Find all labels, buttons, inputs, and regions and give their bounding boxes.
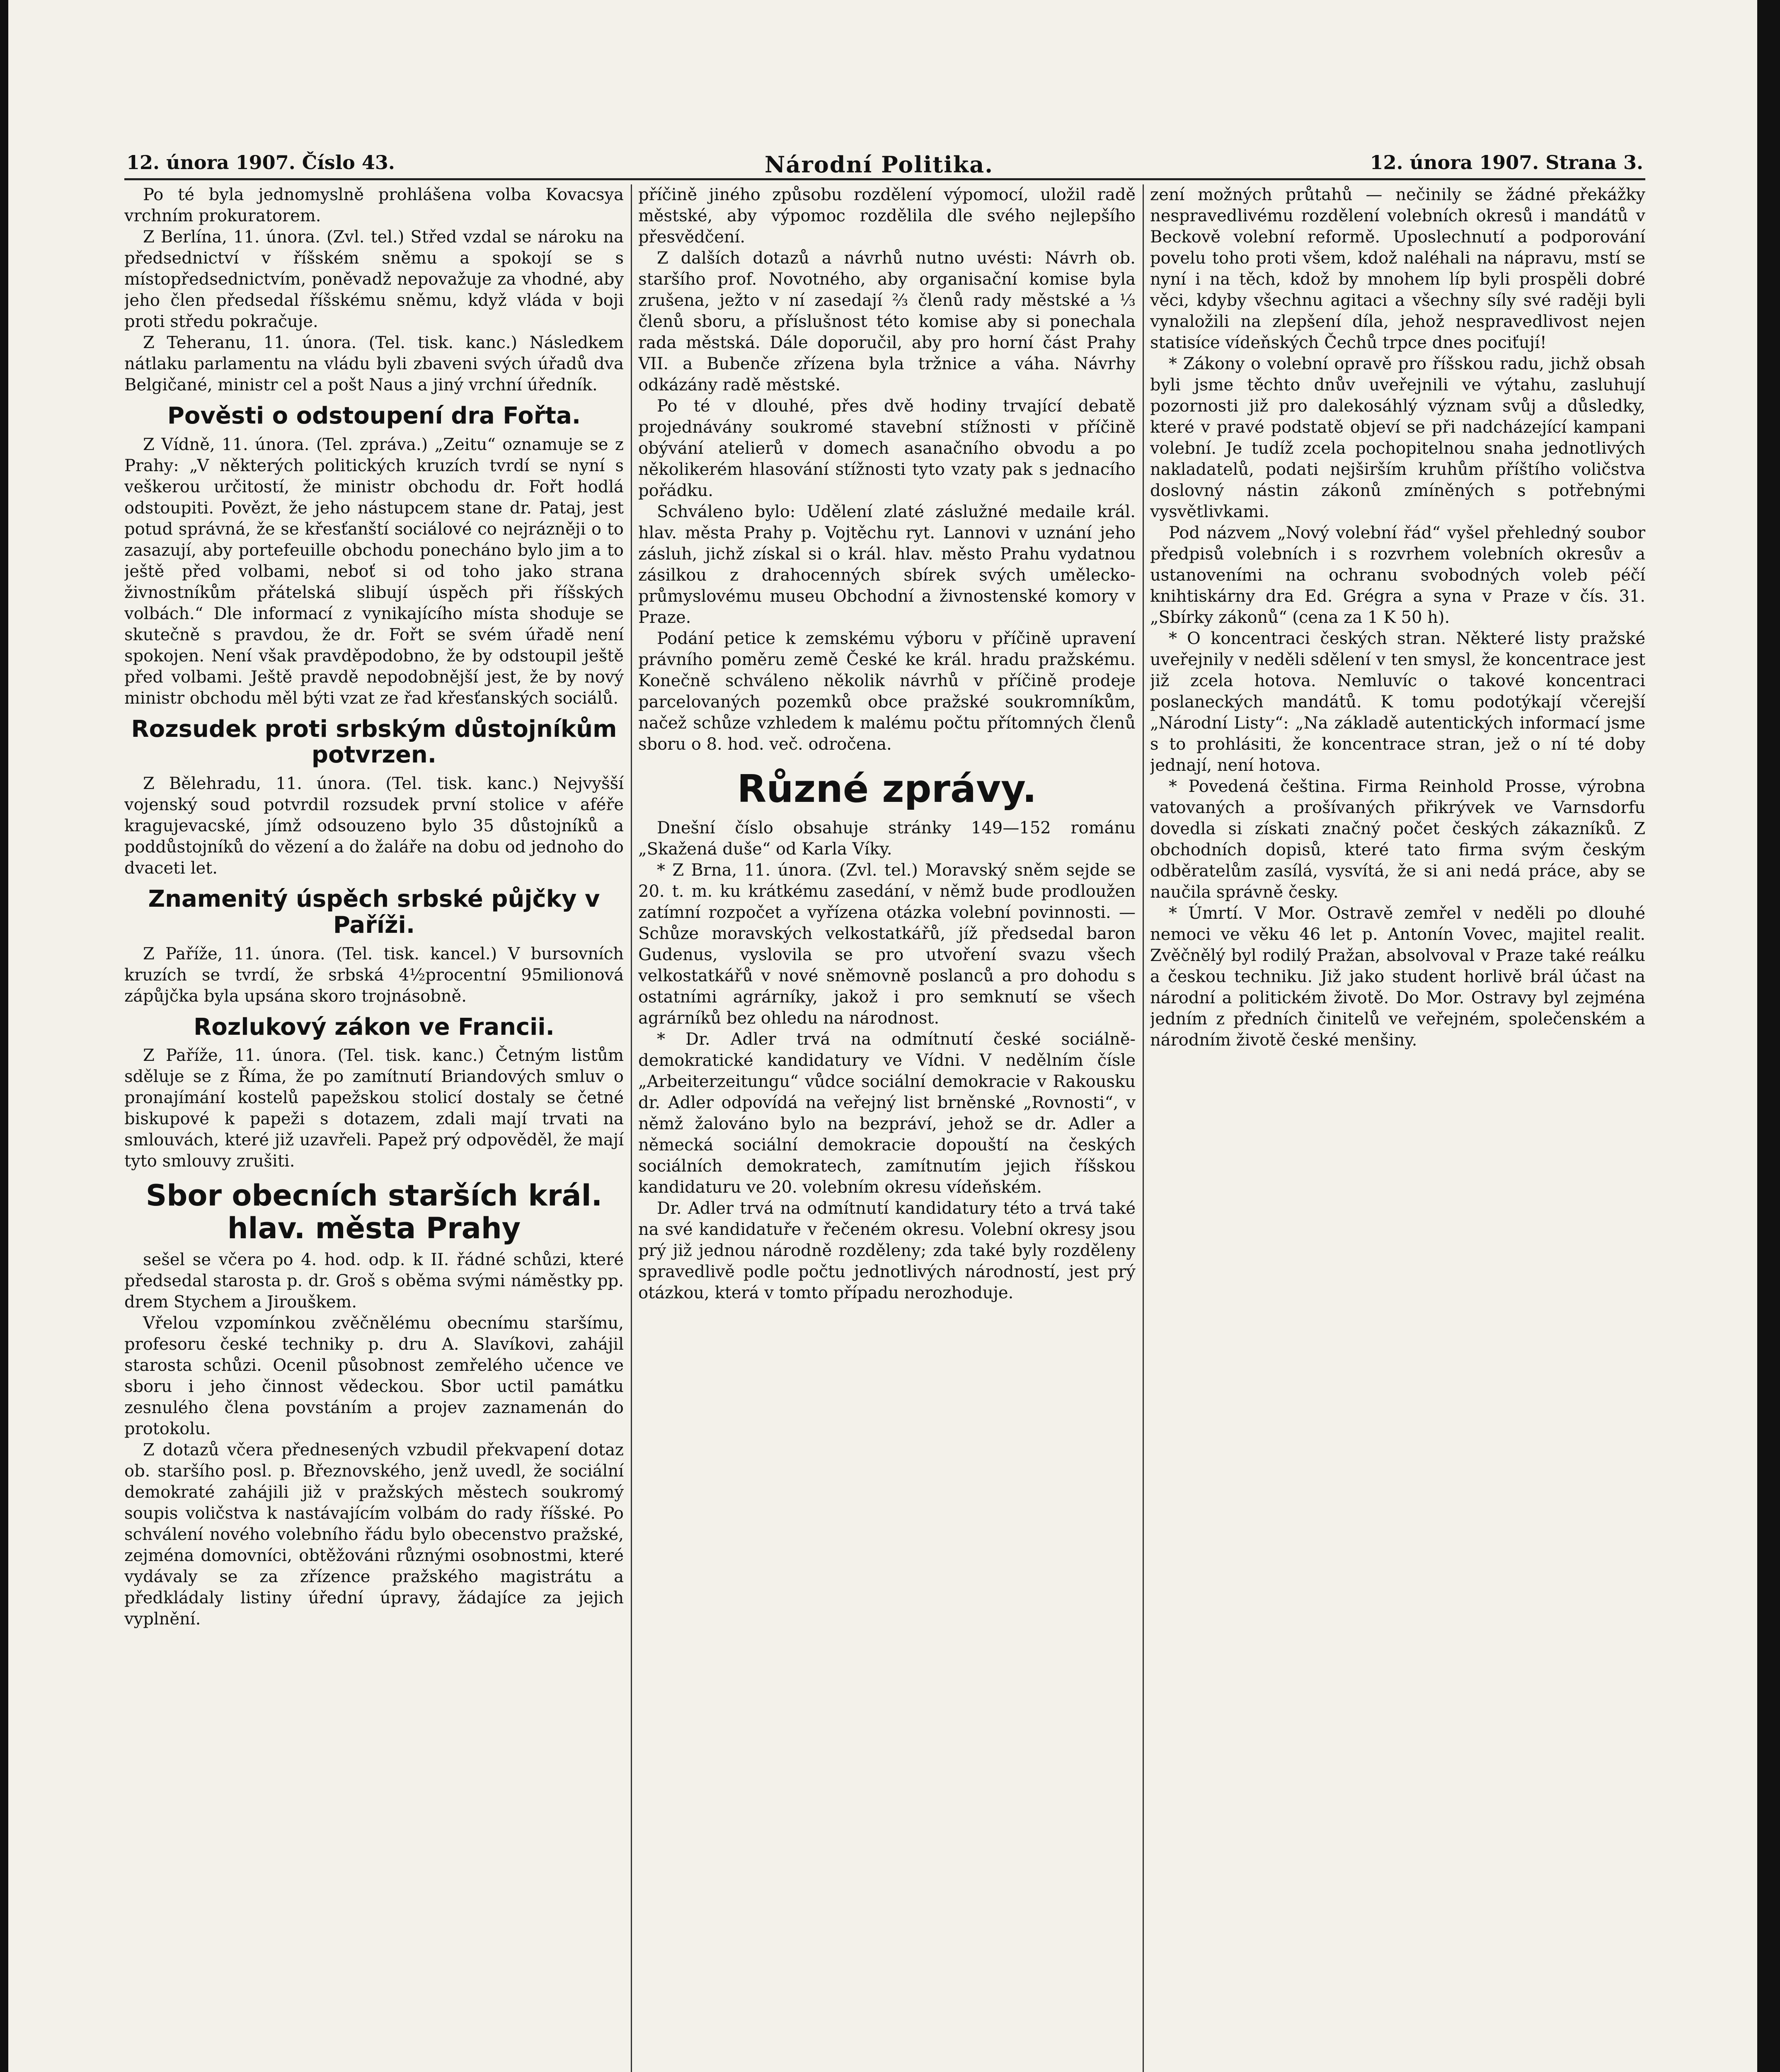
scan-edge-right	[1757, 0, 1780, 2072]
article-paragraph: Dr. Adler trvá na odmítnutí kandidatury této a trvá také na své kandidatuře v řečeném okresu. Volební okresy jsou prý již jednou národně rozděleny; zda také byly rozděleny spravedlivě podle počtu jednotlivých národností, jest prý otázkou, která v tomto případu nerozhoduje.	[638, 1199, 1136, 1303]
header-date-page: 12. února 1907. Strana 3.	[1370, 151, 1643, 174]
newspaper-title: Národní Politika.	[765, 151, 994, 178]
article-paragraph: Z Paříže, 11. února. (Tel. tisk. kanc.) Četným listům sděluje se z Říma, že po zamítnutí Briandových smluv o pronajímání kostelů papežskou stolicí dostaly se četné biskupové k papeži s dotazem, zdali mají trvati na smlouvách, které již uzavřeli. Papež prý odpověděl, že mají tyto smlouvy zrušiti.	[124, 1046, 624, 1171]
article-headline: Rozsudek proti srbským důstojníkům potvrzen.	[131, 715, 617, 769]
column-3	[1150, 184, 1645, 2072]
article-paragraph: Vřelou vzpomínkou zvěčnělému obecnímu staršímu, profesoru české techniky p. dru A. Slavíkovi, zahájil starosta schůzi. Ocenil působnost zemřelého učence ve sboru i jeho činnost vědeckou. Sbor uctil památku zesnulého člena povstáním a projev zaznamenán do protokolu.	[124, 1314, 624, 1439]
article-paragraph: * Povedená čeština. Firma Reinhold Prosse, výrobna vatovaných a prošívaných přikrývek ve Varnsdorfu dovedla si získati značný počet českých zákazníků. Z obchodních dopisů, které tato firma svým českým odběratelům zasílá, vysvítá, že si ani nedá práce, aby se naučila správně česky.	[1150, 777, 1645, 902]
article-headline: Různé zprávy.	[737, 767, 1037, 811]
article-paragraph: Po té byla jednomyslně prohlášena volba Kovacsya vrchním prokuratorem.	[124, 185, 624, 225]
article-headline: Pověsti o odstoupení dra Fořta.	[167, 402, 581, 429]
article-paragraph: Z Vídně, 11. února. (Tel. zpráva.) „Zeitu“ oznamuje se z Prahy: „V některých politických kruzích tvrdí se nyní s veškerou určitostí, že ministr obchodu dr. Fořt hodlá odstoupiti. Povězt, že jeho nástupcem stane dr. Pataj, jest potud správná, že se křesťanští sociálové co nejrázněji o to zasazují, aby portefeuille obchodu ponecháno bylo jim a to ještě před volbami, neboť si od toho jako strana živnostníkům přátelská slibují úspěch při říšských volbách.“ Dle informací z vynikajícího místa shoduje se skutečně s pravdou, že dr. Fořt se svém úřadě není spokojen. Není však pravděpodobno, že by odstoupil ještě před volbami. Ještě pravdě nepodobnější jest, že by nový ministr obchodu měl býti vzat ze řad křesťanských sociálů.	[124, 435, 624, 708]
article-paragraph: * Úmrtí. V Mor. Ostravě zemřel v neděli po dlouhé nemoci ve věku 46 let p. Antonín Vovec, majitel realit. Zvěčnělý byl rodilý Pražan, absolvoval v Praze také reálku a českou techniku. Již jako student horlivě brál účast na národní a politickém životě. Do Mor. Ostravy byl zejména jedním z předních činitelů ve veřejném, společenském a národním životě české menšiny.	[1150, 904, 1645, 1050]
column-divider	[1143, 184, 1144, 2072]
article-paragraph: * Zákony o volební opravě pro říšskou radu, jichž obsah byli jsme těchto dnův uveřejnili ve výtahu, zasluhují pozornosti již pro dalekosáhlý význam svůj a důsledky, které v pravé podstatě objeví se při nadcházející kampani volební. Je tudíž zcela pochopitelnou snaha jednotlivých nakladatelů, podati nejširším kruhům příštího voličstva doslovný nástin zákonů zmíněných s potřebnými vysvětlivkami.	[1150, 354, 1645, 521]
article-paragraph: * Z Brna, 11. února. (Zvl. tel.) Moravský sněm sejde se 20. t. m. ku krátkému zasedání, v němž bude prodloužen zatímní rozpočet a vyřízena otázka volební povinnosti. — Schůze moravských velkostatkářů, jíž předsedal baron Gudenus, vyslovila se pro utvoření svazu všech velkostatkářů v nové sněmovně poslanců a pro dohodu s ostatními agrárníky, jakož i pro semknutí se všech agrárníků bez ohledu na národnost.	[638, 861, 1136, 1028]
page-header	[126, 151, 1643, 180]
article-paragraph: Z Berlína, 11. února. (Zvl. tel.) Střed vzdal se nároku na předsednictví v říšském sněmu a spokojí se s místopředsednictvím, poněvadž nepovažuje za vhodné, aby jeho člen předsedal říšskému sněmu, když vláda v boji proti středu pokračuje.	[124, 228, 624, 331]
article-paragraph: Z Paříže, 11. února. (Tel. tisk. kancel.) V bursovních kruzích se tvrdí, že srbská 4½procentní 95milionová zápůjčka byla upsána skoro trojnásobně.	[124, 944, 624, 1006]
article-paragraph: Dnešní číslo obsahuje stránky 149—152 románu „Skažená duše“ od Karla Víky.	[638, 818, 1136, 859]
article-headline: Rozlukový zákon ve Francii.	[194, 1013, 555, 1041]
header-rule	[124, 178, 1645, 180]
column-2	[638, 184, 1136, 2072]
article-paragraph: Schváleno bylo: Udělení zlaté záslužné medaile král. hlav. města Prahy p. Vojtěchu ryt. Lannovi v uznání jeho zásluh, jichž získal si o král. hlav. město Prahu vydatnou zásilkou z drahocenných sbírek svých umělecko-průmyslovému museu Obchodní a živnostenské komory v Praze.	[638, 502, 1136, 627]
article-paragraph: * Dr. Adler trvá na odmítnutí české sociálně-demokratické kandidatury ve Vídni. V nedělním čísle „Arbeiterzeitungu“ vůdce sociální demokracie v Rakousku dr. Adler odpovídá na veřejný list brněnské „Rovnosti“, v němž žalováno bylo na bezpráví, jehož se dr. Adler a německá sociální demokracie dopouští na českých sociálních demokratech, zamítnutím jejich říšskou kandidaturu ve 20. volebním okresu vídeňském.	[638, 1030, 1136, 1197]
article-paragraph: sešel se včera po 4. hod. odp. k II. řádné schůzi, které předsedal starosta p. dr. Groš s oběma svými náměstky pp. drem Stychem a Jirouškem.	[124, 1250, 624, 1312]
article-headline: Znamenitý úspěch srbské půjčky v Paříži.	[148, 886, 600, 939]
header-date-issue: 12. února 1907. Číslo 43.	[126, 151, 395, 174]
column-1	[124, 184, 624, 2072]
article-paragraph: * O koncentraci českých stran. Některé listy pražské uveřejnily v neděli sdělení v ten smysl, že koncentrace jest již zcela hotova. Nemluvíc o takové koncentraci poslaneckých mandátů. K tomu podotýkají včerejší „Národní Listy“: „Na základě autentických informací jsme s to prohlásiti, že koncentrace stran, jež o ní té doby jednají, není hotova.	[1150, 629, 1645, 775]
article-paragraph: příčině jiného způsobu rozdělení výpomocí, uložil radě městské, aby výpomoc rozdělila dle svého nejlepšího přesvědčení.	[638, 185, 1136, 247]
article-paragraph: Podání petice k zemskému výboru v příčině upravení právního poměru země České ke král. hradu pražskému. Konečně schváleno několik návrhů v příčině prodeje parcelovaných pozemků obce pražské soukromníkům, načež schůze vzhledem k malému počtu přítomných členů sboru o 8. hod. več. odročena.	[638, 629, 1136, 754]
scan-edge-left	[0, 0, 8, 2072]
article-paragraph: Z dalších dotazů a návrhů nutno uvésti: Návrh ob. staršího prof. Novotného, aby organisační komise byla zrušena, ježto v ní zasedají ⅔ členů rady městské a ⅓ členů sboru, a příslušnost této komise aby si ponechala rada městská. Dále doporučil, aby pro horní část Prahy VII. a Bubenče zřízena byla tržnice a váha. Návrhy odkázány radě městské.	[638, 249, 1136, 395]
article-paragraph: Z Bělehradu, 11. února. (Tel. tisk. kanc.) Nejvyšší vojenský soud potvrdil rozsudek první stolice v aféře kragujevacské, jímž odsouzeno bylo 35 důstojníků a poddůstojníků do vězení a do žaláře na dobu od jednoho do dvaceti let.	[124, 774, 624, 878]
article-paragraph: zení možných průtahů — nečinily se žádné překážky nespravedlivému rozdělení volebních okresů i mandátů v Beckově volební reformě. Uposlechnutí a podporování povelu toho proti všem, kdož naléhali na nápravu, mstí se nyní i na těch, kdož by mnohem líp byli prospěli dobré věci, kdyby všechnu agitaci a všechny síly své raději byli vynaložili na zlepšení díla, jehož nespravedlivost nejen statisíce vídeňských Čechů trpce dnes pociťují!	[1150, 185, 1645, 352]
article-paragraph: Pod názvem „Nový volební řád“ vyšel přehledný soubor předpisů volebních i s rozvrhem volebních okresův a ustanoveními na ochranu svobodných voleb péčí knihtiskárny dra Ed. Grégra a syna v Praze v čís. 31. „Sbírky zákonů“ (cena za 1 K 50 h).	[1150, 523, 1645, 627]
column-divider	[631, 184, 632, 2072]
article-paragraph: Po té v dlouhé, přes dvě hodiny trvající debatě projednávány soukromé stavební stížnosti v příčině obývání atelierů v domech asanačního obvodu a po několikerém hlasování stížnosti tyto vzaty pak s jednacího pořádku.	[638, 397, 1136, 500]
article-headline: Sbor obecních starších král. hlav. města Prahy	[145, 1179, 603, 1245]
article-paragraph: Z dotazů včera přednesených vzbudil překvapení dotaz ob. staršího posl. p. Březnovského, jenž uvedl, že sociální demokraté zahájili již v pražských městech soukromý soupis voličstva k nastávajícím volbám do rady říšské. Po schválení nového volebního řádu bylo obecenstvo pražské, zejména domovníci, obtěžováni různými osobnostmi, které vydávaly se za zřízence pražského magistrátu a předkládaly listiny úřední úpravy, žádajíce za jejich vyplnění.	[124, 1440, 624, 1629]
article-paragraph: Z Teheranu, 11. února. (Tel. tisk. kanc.) Následkem nátlaku parlamentu na vládu byli zbaveni svých úřadů dva Belgičané, ministr cel a pošt Naus a jiný vrchní úředník.	[124, 333, 624, 395]
